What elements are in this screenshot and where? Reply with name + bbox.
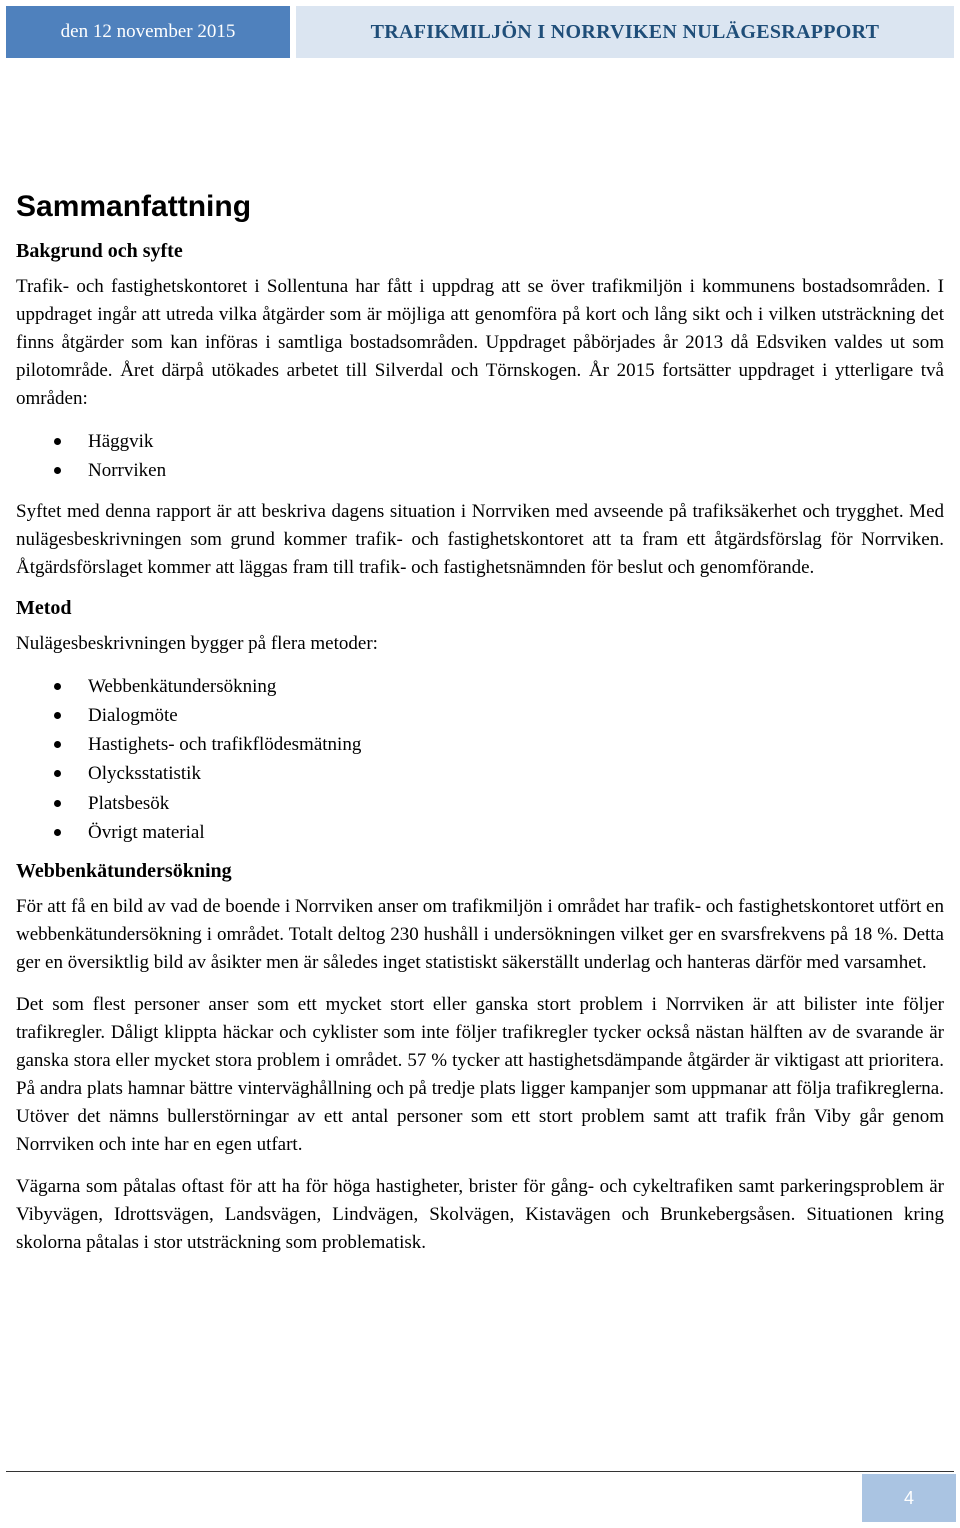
header-title: TRAFIKMILJÖN I NORRVIKEN NULÄGESRAPPORT bbox=[296, 6, 954, 58]
list-item: Hastighets- och trafikflödesmätning bbox=[16, 730, 944, 759]
page-number: 4 bbox=[862, 1474, 956, 1522]
bullet-list-areas bbox=[16, 427, 944, 486]
list-item: Webbenkätundersökning bbox=[16, 672, 944, 701]
list-item: Norrviken bbox=[16, 456, 944, 485]
section-heading-webbenkat: Webbenkätundersökning bbox=[16, 860, 232, 883]
section-heading-bakgrund: Bakgrund och syfte bbox=[16, 240, 183, 262]
list-item: Övrigt material bbox=[16, 818, 944, 847]
header-date: den 12 november 2015 bbox=[6, 6, 290, 58]
list-item: Dialogmöte bbox=[16, 701, 944, 730]
paragraph-webbenkat-2: Det som flest personer anser som ett mycket stort eller ganska stort problem i Norrviken är att bilister inte följer trafikregler. Dåligt klippta häckar och cyklister som inte följer trafikregler tycker också nästan hälften av de svarande är ganska stora eller mycket stora problem i området. 57 % tycker att hastighetsdämpande åtgärder är viktigast att prioritera. På andra plats hamnar bättre vinterväghållning och på tredje plats ligger kampanjer som uppmanar att följa trafikreglerna. Utöver det nämns bullerstörningar av ett antal personer som ett stort problem samt att trafik från Viby går genom Norrviken och inte har en egen utfart. bbox=[16, 994, 944, 1156]
paragraph-metod-1: Nulägesbeskrivningen bygger på flera metoder: bbox=[16, 632, 378, 654]
paragraph-bakgrund-2: Syftet med denna rapport är att beskriva dagens situation i Norrviken med avseende på trafiksäkerhet och trygghet. Med nulägesbeskrivningen som grund kommer trafik- och fastighetskontoret att ta fram ett åtgärdsförslag för Norrviken. Åtgärdsförslaget kommer att läggas fram till trafik- och fastighetsnämnden för beslut och genomförande. bbox=[16, 500, 944, 578]
page-title: Sammanfattning bbox=[16, 190, 252, 223]
section-heading-metod: Metod bbox=[16, 596, 72, 619]
page-header bbox=[6, 6, 954, 58]
footer-divider bbox=[6, 1471, 954, 1472]
list-item: Häggvik bbox=[16, 427, 944, 456]
paragraph-webbenkat-3: Vägarna som påtalas oftast för att ha för höga hastigheter, brister för gång- och cykeltrafiken samt parkeringsproblem är Vibyvägen, Idrottsvägen, Landsvägen, Lindvägen, Skolvägen, Kistavägen och Brunkebergsåsen. Situationen kring skolorna påtalas i stor utsträckning som problematisk. bbox=[16, 1176, 944, 1254]
list-item: Olycksstatistik bbox=[16, 759, 944, 788]
list-item: Platsbesök bbox=[16, 789, 944, 818]
bullet-list-methods bbox=[16, 672, 944, 848]
main-content bbox=[16, 187, 944, 1271]
paragraph-webbenkat-1: För att få en bild av vad de boende i Norrviken anser om trafikmiljön i området har trafik- och fastighetskontoret utfört en webbenkätundersökning i området. Totalt deltog 230 hushåll i undersökningen vilket ger en svarsfrekvens på 18 %. Detta ger en översiktlig bild av åsikter men är således inget statistiskt säkerställt underlag och hanteras därför med varsamhet. bbox=[16, 896, 944, 974]
paragraph-bakgrund-1: Trafik- och fastighetskontoret i Sollentuna har fått i uppdrag att se över trafikmiljön i kommunens bostadsområden. I uppdraget ingår att utreda vilka åtgärder som är möjliga att genomföra på kort och lång sikt och i vilken utsträckning det finns åtgärder som kan införas i samtliga bostadsområden. Uppdraget påbörjades år 2013 då Edsviken valdes ut som pilotområde. Året därpå utökades arbetet till Silverdal och Törnskogen. År 2015 fortsätter uppdraget i ytterligare två områden: bbox=[16, 276, 944, 409]
